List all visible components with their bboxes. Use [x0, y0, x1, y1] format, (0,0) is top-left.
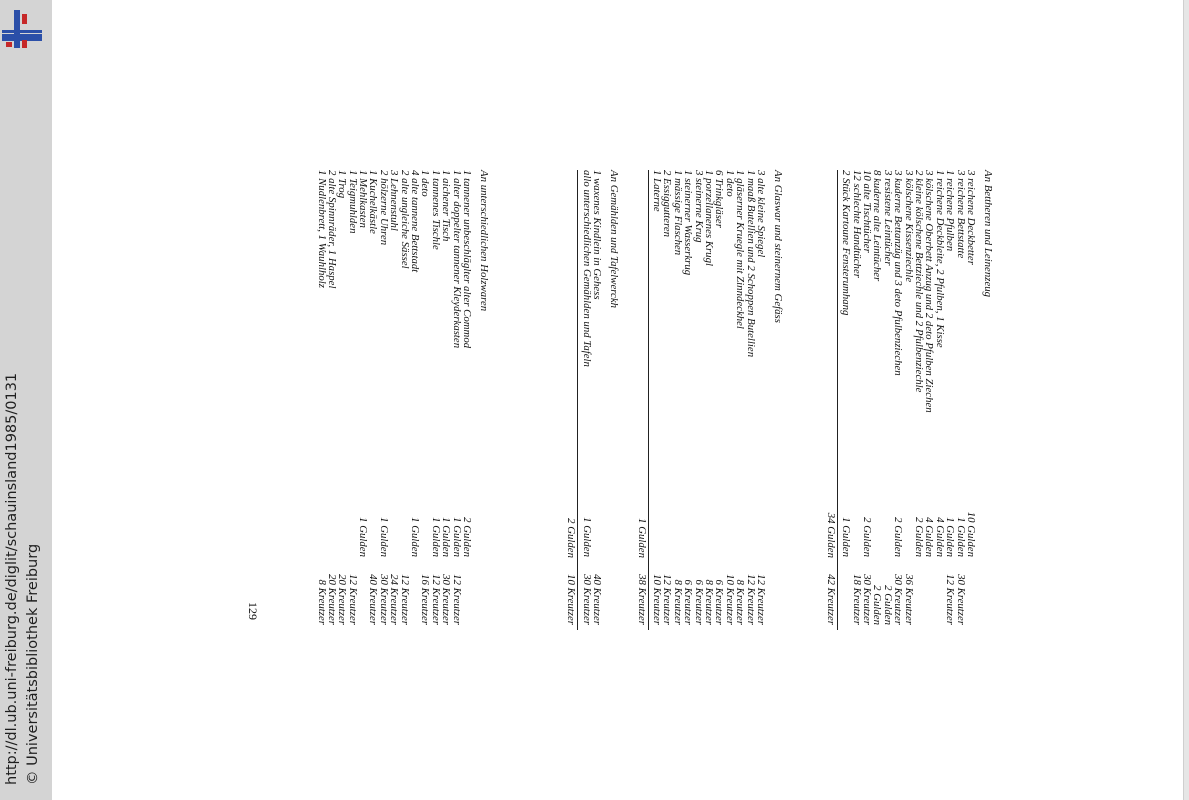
item-kreuzer: 12 Kreutzer [661, 574, 674, 625]
item-kreuzer: 12 Kreutzer [944, 574, 957, 625]
section-total [636, 170, 649, 630]
item-desc: 3 resistene Leintücher [881, 170, 894, 266]
item-desc: 1 Teigmuhlden [346, 170, 359, 234]
section-title: An Bettheren und Leinenzeug [982, 170, 994, 298]
item-desc: 1 reichene Pfulben [944, 170, 957, 252]
list-item [368, 170, 378, 630]
section-glaswar [636, 170, 786, 630]
list-item [955, 170, 965, 630]
item-kreuzer: 18 Kreutzer [850, 574, 863, 625]
list-item [337, 170, 347, 630]
list-item [945, 170, 955, 630]
list-item [851, 170, 861, 630]
item-desc: 3 kölschene Oberbett Anzug und 2 deto Pfulben Ziechen [923, 170, 936, 413]
item-kreuzer: 12 Kreutzer [450, 574, 463, 625]
copyright-notice: © Universitätsbibliothek Freiburg [25, 543, 41, 785]
item-gulden: 1 Gulden [944, 517, 957, 557]
section-title: An Glaswar und steinernem Gefäss [772, 170, 784, 323]
item-kreuzer: 10 Kreutzer [723, 574, 736, 625]
item-desc: 1 steinerner Wasserkrug [682, 170, 695, 276]
item-gulden: 1 Gulden [954, 517, 967, 557]
section-title: An Gemählden und Tafelwerckh [608, 170, 620, 309]
total-kreuzer: 38 Kreutzer [635, 574, 648, 625]
item-gulden: 1 Gulden [440, 517, 453, 557]
item-kreuzer: 30 Kreutzer [892, 574, 905, 625]
item-desc: 1 maaß Butellien und 2 Schoppen Butellien [744, 170, 757, 358]
list-item [966, 170, 976, 630]
item-gulden: 10 Gulden [965, 511, 977, 557]
item-desc: allo unterschiedlichen Gemählden und Tafeln [580, 170, 593, 367]
item-kreuzer: 2 Gulden [881, 585, 894, 625]
item-desc: 3 alte kleine Spiegel [755, 170, 767, 258]
item-kreuzer: 40 Kreutzer [367, 574, 380, 625]
item-kreuzer: 24 Kreutzer [388, 574, 401, 625]
list-item [378, 170, 388, 630]
item-desc: 1 gläserner Kruegle mit Zinndeckhel [734, 170, 747, 329]
item-desc: 3 steinerne Krug [692, 170, 705, 243]
item-gulden: 1 Gulden [840, 517, 853, 557]
item-desc: 12 schlechte Handtücher [850, 170, 863, 278]
total-gulden: 34 Gulden [824, 512, 837, 558]
item-kreuzer: 30 Kreutzer [954, 574, 967, 625]
item-desc: 3 kölschene Kissenziechle [902, 170, 915, 283]
list-item [841, 170, 851, 630]
list-item [914, 170, 924, 630]
list-item [662, 170, 672, 630]
list-item [420, 170, 430, 630]
list-item [704, 170, 714, 630]
list-item [441, 170, 451, 630]
item-gulden: 1 Gulden [450, 517, 463, 557]
item-desc: 1 alter doppelter tannener Kleyderkasten [450, 170, 463, 349]
list-item [672, 170, 682, 630]
item-desc: 3 Lehnenstuhl [388, 170, 401, 231]
item-kreuzer: 30 Kreutzer [377, 574, 390, 625]
item-kreuzer: 6 Kreutzer [692, 579, 705, 625]
item-gulden: 1 Gulden [580, 517, 593, 557]
list-item [430, 170, 440, 630]
list-item [903, 170, 913, 630]
total-kreuzer: 42 Kreutzer [824, 574, 837, 625]
item-kreuzer: 12 Kreutzer [744, 574, 757, 625]
list-item [893, 170, 903, 630]
section-bettheren [825, 170, 996, 630]
item-gulden: 1 Gulden [357, 517, 370, 557]
item-gulden: 2 Gulden [892, 517, 905, 557]
list-item [451, 170, 461, 630]
section-total [825, 170, 838, 630]
item-kreuzer: 6 Kreutzer [682, 579, 695, 625]
item-desc: 2 alte Spinnräder, 1 Haspel [325, 170, 338, 289]
item-kreuzer: 20 Kreutzer [325, 574, 338, 625]
page-number: 129 [246, 602, 260, 620]
item-desc: 1 aichener Tisch [440, 170, 453, 242]
item-desc: 1 Nudlenbrett, 1 Wauhlholz [315, 170, 328, 288]
list-item [399, 170, 409, 630]
item-kreuzer: 20 Kreutzer [336, 574, 349, 625]
list-item [652, 170, 662, 630]
list-item [581, 170, 591, 630]
list-item [724, 170, 734, 630]
item-desc: 6 Trinkgläser [713, 170, 726, 228]
item-kreuzer: 16 Kreutzer [419, 574, 432, 625]
item-kreuzer: 12 Kreutzer [398, 574, 411, 625]
sidebar-text [2, 25, 48, 785]
list-item [347, 170, 357, 630]
list-item [872, 170, 882, 630]
item-kreuzer: 30 Kreutzer [580, 574, 593, 625]
item-desc: 1 Kuchelkästle [367, 170, 380, 234]
item-gulden: 2 Gulden [861, 517, 874, 557]
item-desc: 2 Essiggutteren [661, 170, 674, 238]
item-kreuzer: 8 Kreutzer [671, 579, 684, 625]
list-item [592, 170, 602, 630]
total-kreuzer: 10 Kreutzer [565, 574, 578, 625]
item-desc: 2 alte ungleiche Sässel [398, 170, 411, 269]
item-desc: 1 reichene Deckbleite, 2 Pfulben, 1 Kisse [933, 170, 946, 348]
item-gulden: 1 Gulden [377, 517, 390, 557]
item-kreuzer: 8 Kreutzer [734, 579, 747, 625]
item-desc: 3 reichene Bettstatte [954, 170, 967, 259]
item-desc: 1 deto [723, 170, 736, 197]
item-desc: 8 kuderne alte Leintücher [871, 170, 884, 282]
item-kreuzer: 8 Kreutzer [703, 579, 716, 625]
list-item [389, 170, 399, 630]
item-gulden: 2 Gulden [461, 517, 473, 557]
item-kreuzer: 40 Kreutzer [591, 574, 603, 625]
section-holzwaren [316, 170, 492, 630]
list-item [862, 170, 872, 630]
item-desc: 1 Trog [336, 170, 349, 199]
item-kreuzer: 10 Kreutzer [651, 574, 664, 625]
list-item [924, 170, 934, 630]
list-item [462, 170, 472, 630]
list-item [327, 170, 337, 630]
item-desc: 2 Stück Kartoune Fensterumhang [840, 170, 853, 316]
item-kreuzer: 12 Kreutzer [755, 574, 767, 625]
item-desc: 2 hölzerne Uhren [377, 170, 390, 246]
item-kreuzer: 2 Gulden [871, 585, 884, 625]
item-desc: 3 reichene Deckbetter [965, 170, 977, 265]
total-gulden: 2 Gulden [565, 518, 578, 558]
item-gulden: 1 Gulden [409, 517, 422, 557]
item-gulden: 1 Gulden [429, 517, 442, 557]
item-kreuzer: 6 Kreutzer [713, 579, 726, 625]
list-item [714, 170, 724, 630]
list-item [358, 170, 368, 630]
item-desc: 1 mässige Flaschen [671, 170, 684, 256]
item-kreuzer: 12 Kreutzer [346, 574, 359, 625]
item-desc: 1 Laterne [651, 170, 664, 212]
list-item [756, 170, 766, 630]
source-url-link[interactable]: http://dl.ub.uni-freiburg.de/diglit/schauinsland1985/0131 [4, 372, 20, 785]
item-desc: 1 porzellanenes Krugl [703, 170, 716, 266]
list-item [735, 170, 745, 630]
list-item [316, 170, 326, 630]
item-gulden: 4 Gulden [933, 517, 946, 557]
viewer-scrollbar[interactable] [1183, 0, 1189, 800]
item-gulden: 4 Gulden [923, 517, 936, 557]
item-desc: 3 kuderne Bettanzüg und 3 deto Pfulbenziechen [892, 170, 905, 376]
item-desc: 1 tannener unbeschläglter alter Commod [461, 170, 473, 349]
item-desc: 1 deto [419, 170, 432, 197]
item-desc: 4 alte tannene Bettstadt [409, 170, 422, 273]
item-kreuzer: 8 Kreutzer [315, 579, 328, 625]
section-total [565, 170, 578, 630]
item-gulden: 2 Gulden [913, 517, 926, 557]
list-item [410, 170, 420, 630]
item-desc: 2 kleine kölschene Bettziechle und 2 Pfulbenziechle [913, 170, 926, 393]
section-gemaehlden [565, 170, 622, 630]
document-page [246, 170, 996, 630]
item-kreuzer: 30 Kreutzer [861, 574, 874, 625]
list-item [683, 170, 693, 630]
viewer-sidebar [0, 0, 52, 800]
list-item [882, 170, 892, 630]
item-kreuzer: 12 Kreutzer [429, 574, 442, 625]
item-desc: 1 tannenes Tischle [429, 170, 442, 250]
list-item [745, 170, 755, 630]
item-desc: 10 alte Tischtücher [861, 170, 874, 253]
section-title: An unterschiedlichen Holzwaren [478, 170, 490, 312]
item-kreuzer: 30 Kreutzer [440, 574, 453, 625]
total-gulden: 1 Gulden [635, 518, 648, 558]
list-item [693, 170, 703, 630]
item-kreuzer: 36 Kreutzer [902, 574, 915, 625]
list-item [934, 170, 944, 630]
item-desc: 1 Mehlkasten [357, 170, 370, 228]
item-desc: 1 waxenes Kindlein in Gehess [591, 170, 603, 300]
